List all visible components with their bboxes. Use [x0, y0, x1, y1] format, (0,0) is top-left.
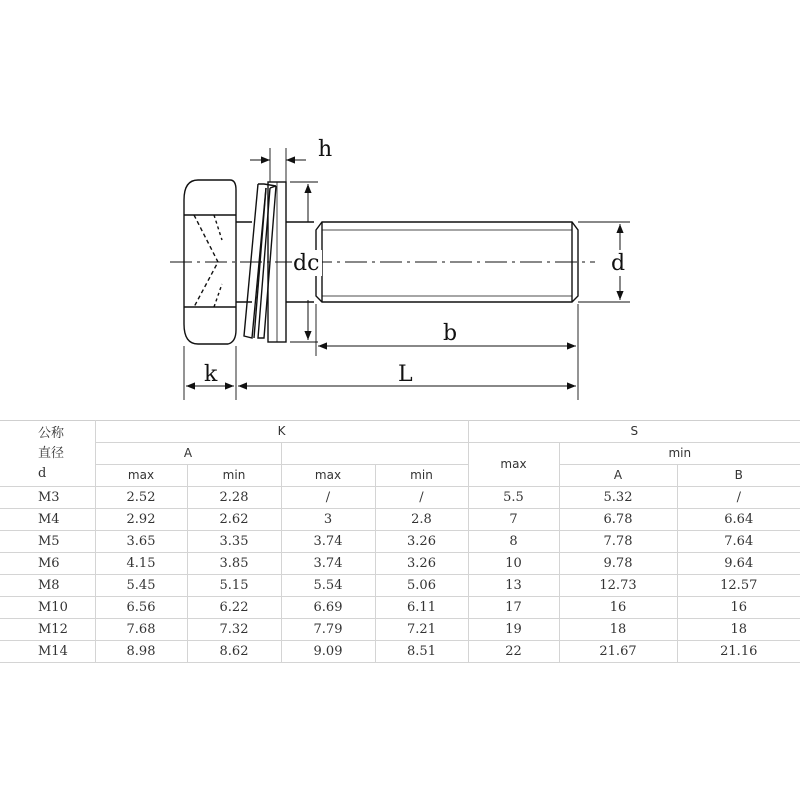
label-L: L [398, 362, 413, 387]
value-cell: 2.28 [187, 487, 281, 509]
value-cell: 5.45 [95, 575, 187, 597]
header-size-line-1: 公称 [38, 425, 65, 441]
value-cell: 12.57 [677, 575, 800, 597]
value-cell: 3.35 [187, 531, 281, 553]
value-cell: 21.16 [677, 641, 800, 663]
value-cell: 7.21 [375, 619, 468, 641]
table-row [0, 531, 800, 553]
value-cell: 9.78 [559, 553, 677, 575]
value-cell: 6.11 [375, 597, 468, 619]
value-cell: 6.78 [559, 509, 677, 531]
size-cell: M6 [0, 553, 95, 575]
value-cell: 8.51 [375, 641, 468, 663]
size-cell: M5 [0, 531, 95, 553]
value-cell: 5.32 [559, 487, 677, 509]
spec-table [0, 420, 800, 663]
header-s-min: min [559, 443, 800, 465]
header-k-blank [281, 443, 468, 465]
label-h: h [318, 137, 333, 162]
value-cell: 2.8 [375, 509, 468, 531]
value-cell: 19 [468, 619, 559, 641]
size-cell: M14 [0, 641, 95, 663]
header-ka-max: max [95, 465, 187, 487]
header-k: K [95, 421, 468, 443]
header-size-line-3: d [38, 465, 47, 481]
value-cell: 16 [677, 597, 800, 619]
value-cell: 13 [468, 575, 559, 597]
value-cell: 8.62 [187, 641, 281, 663]
value-cell: / [281, 487, 375, 509]
value-cell: 6.69 [281, 597, 375, 619]
value-cell: 3.74 [281, 531, 375, 553]
value-cell: 8.98 [95, 641, 187, 663]
value-cell: 22 [468, 641, 559, 663]
value-cell: 3.26 [375, 531, 468, 553]
value-cell: / [375, 487, 468, 509]
value-cell: 7.68 [95, 619, 187, 641]
value-cell: 8 [468, 531, 559, 553]
value-cell: 6.64 [677, 509, 800, 531]
value-cell: 2.92 [95, 509, 187, 531]
table-row [0, 553, 800, 575]
header-size [0, 421, 95, 487]
value-cell: 3.26 [375, 553, 468, 575]
size-cell: M3 [0, 487, 95, 509]
value-cell: 5.15 [187, 575, 281, 597]
value-cell: 18 [677, 619, 800, 641]
label-k: k [204, 362, 218, 387]
value-cell: 6.22 [187, 597, 281, 619]
value-cell: 16 [559, 597, 677, 619]
size-cell: M12 [0, 619, 95, 641]
value-cell: 2.52 [95, 487, 187, 509]
value-cell: 3.65 [95, 531, 187, 553]
value-cell: 9.64 [677, 553, 800, 575]
label-dc: dc [293, 251, 320, 276]
header-s-max: max [468, 443, 559, 487]
header-kb-min: min [375, 465, 468, 487]
header-k-a: A [95, 443, 281, 465]
spring-washer [244, 184, 276, 338]
value-cell: 3.85 [187, 553, 281, 575]
table-row [0, 619, 800, 641]
header-ka-min: min [187, 465, 281, 487]
label-b: b [443, 321, 458, 346]
value-cell: 2.62 [187, 509, 281, 531]
header-kb-max: max [281, 465, 375, 487]
value-cell: 17 [468, 597, 559, 619]
table-row [0, 509, 800, 531]
size-cell: M4 [0, 509, 95, 531]
header-smin-a: A [559, 465, 677, 487]
value-cell: 5.54 [281, 575, 375, 597]
value-cell: 7.79 [281, 619, 375, 641]
value-cell: 3 [281, 509, 375, 531]
value-cell: 7.78 [559, 531, 677, 553]
size-cell: M10 [0, 597, 95, 619]
value-cell: 3.74 [281, 553, 375, 575]
value-cell: 5.5 [468, 487, 559, 509]
value-cell: 18 [559, 619, 677, 641]
table-row [0, 597, 800, 619]
label-d: d [611, 251, 626, 276]
header-size-line-2: 直径 [38, 445, 65, 461]
value-cell: / [677, 487, 800, 509]
value-cell: 7 [468, 509, 559, 531]
value-cell: 7.64 [677, 531, 800, 553]
value-cell: 4.15 [95, 553, 187, 575]
table-row [0, 487, 800, 509]
value-cell: 5.06 [375, 575, 468, 597]
size-cell: M8 [0, 575, 95, 597]
header-smin-b: B [677, 465, 800, 487]
value-cell: 21.67 [559, 641, 677, 663]
value-cell: 6.56 [95, 597, 187, 619]
header-s: S [468, 421, 800, 443]
value-cell: 12.73 [559, 575, 677, 597]
dimension-lines [186, 160, 620, 386]
table-row [0, 641, 800, 663]
value-cell: 7.32 [187, 619, 281, 641]
value-cell: 10 [468, 553, 559, 575]
value-cell: 9.09 [281, 641, 375, 663]
table-row [0, 575, 800, 597]
